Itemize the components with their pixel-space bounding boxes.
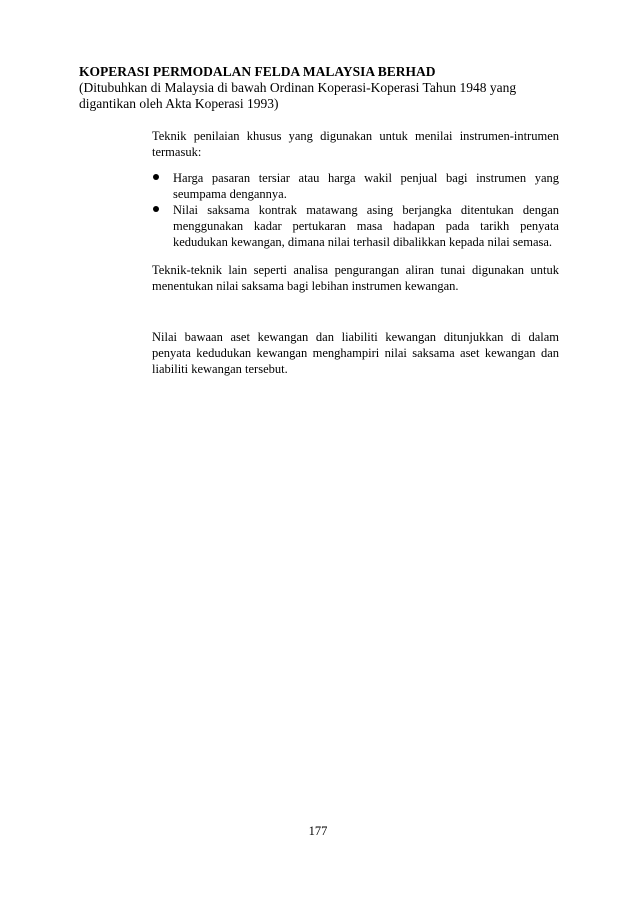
bullet-icon <box>153 174 159 180</box>
bullet-text: Harga pasaran tersiar atau harga wakil penjual bagi instrumen yang seumpama dengannya. <box>173 171 559 201</box>
organization-subtitle: (Ditubuhkan di Malaysia di bawah Ordinan Koperasi-Koperasi Tahun 1948 yang digantikan oleh Akta Koperasi 1993) <box>79 80 517 111</box>
document-body <box>152 128 559 377</box>
list-item <box>152 170 559 202</box>
list-item <box>152 202 559 250</box>
methods-paragraph: Teknik-teknik lain seperti analisa pengurangan aliran tunai digunakan untuk menentukan nilai saksama bagi lebihan instrumen kewangan. <box>152 263 559 293</box>
intro-paragraph: Teknik penilaian khusus yang digunakan untuk menilai instrumen-intrumen termasuk: <box>152 129 559 159</box>
bullet-icon <box>153 206 159 212</box>
document-header <box>79 64 561 112</box>
bullet-list <box>152 170 559 250</box>
organization-title: KOPERASI PERMODALAN FELDA MALAYSIA BERHAD <box>79 64 436 79</box>
page-number: 177 <box>308 824 328 838</box>
bullet-text: Nilai saksama kontrak matawang asing berjangka ditentukan dengan menggunakan kadar pertukaran masa hadapan pada tarikh penyata kedudukan kewangan, dimana nilai terhasil dibalikkan kepada nilai semasa. <box>173 203 559 249</box>
carrying-value-paragraph: Nilai bawaan aset kewangan dan liabiliti kewangan ditunjukkan di dalam penyata kedudukan kewangan menghampiri nilai saksama aset kewangan dan liabiliti kewangan tersebut. <box>152 330 559 376</box>
